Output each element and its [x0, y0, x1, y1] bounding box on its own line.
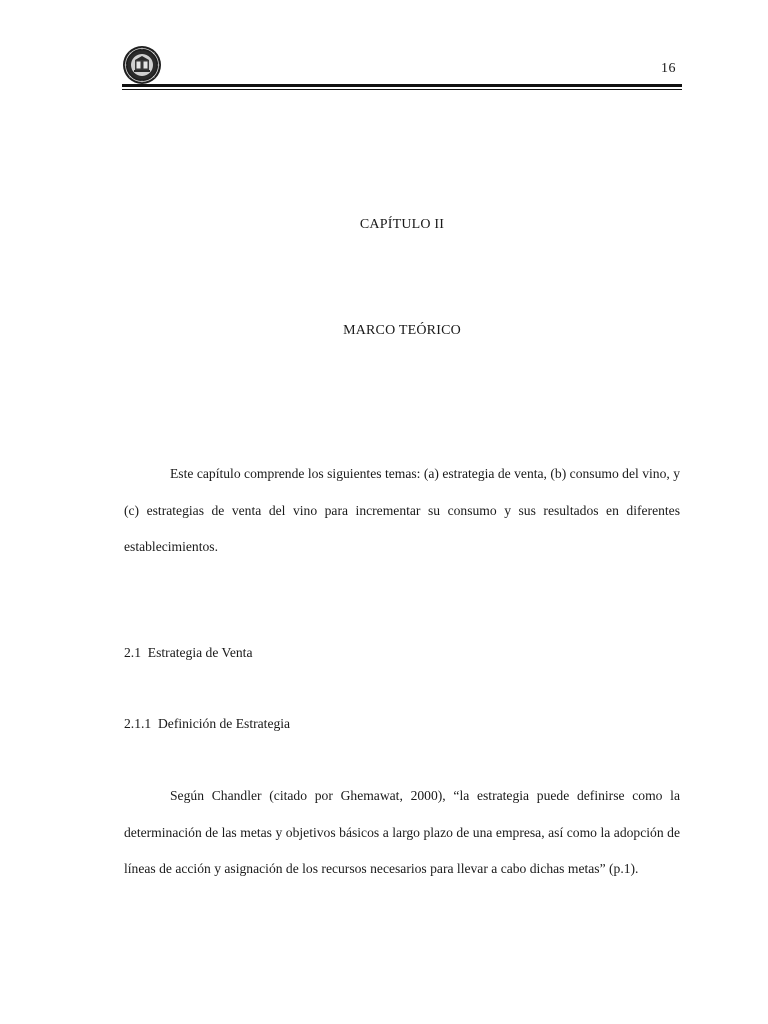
university-seal-icon — [122, 45, 162, 85]
section-number: 2.1 — [124, 645, 141, 660]
section-title: Definición de Estrategia — [157, 716, 291, 731]
body-paragraph: Según Chandler (citado por Ghemawat, 2000), “la estrategia puede definirse como la determinación de las metas y objetivos básicos a largo plazo de una empresa, así como la adopción de líneas de acción y asignación de los recursos necesarios para llevar a cabo dichas metas” (p.1). — [124, 788, 680, 876]
chapter-title: CAPÍTULO II — [359, 217, 445, 232]
section-heading-2-1 — [124, 645, 252, 661]
chapter-subtitle: MARCO TEÓRICO — [343, 323, 461, 338]
section-number: 2.1.1 — [124, 716, 152, 731]
page-number: 16 — [661, 61, 676, 76]
header-rule — [122, 84, 682, 87]
section-title: Estrategia de Venta — [147, 645, 253, 660]
section-heading-2-1-1 — [124, 716, 290, 732]
header-rule-thin — [122, 89, 682, 90]
intro-paragraph: Este capítulo comprende los siguientes temas: (a) estrategia de venta, (b) consumo del vino, y (c) estrategias de venta del vino para incrementar su consumo y sus resultados en diferentes establecimientos. — [124, 466, 680, 554]
